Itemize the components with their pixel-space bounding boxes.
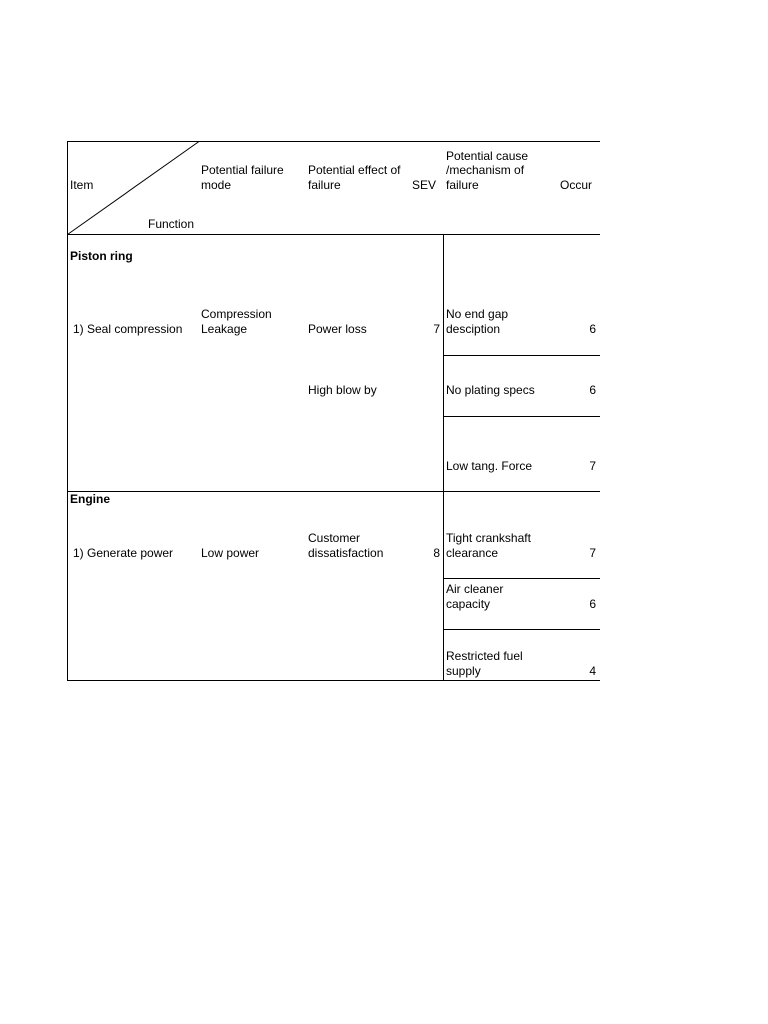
occur-value: 7 [589, 459, 596, 473]
failure-mode-line-2: Leakage [201, 322, 248, 336]
header-effect-line-1: Potential effect of [308, 163, 401, 177]
header-failure-mode-line-2: mode [201, 178, 232, 192]
header-failure-mode-line-1: Potential failure [201, 163, 284, 177]
failure-mode-line-1: Low power [201, 546, 260, 560]
header-item-label: Item [70, 178, 94, 192]
section-title-piston-ring: Piston ring [70, 249, 133, 263]
header-sev-label: SEV [412, 178, 437, 192]
cause-line-1: Restricted fuel [446, 649, 523, 663]
occur-value: 6 [589, 383, 596, 397]
cause-line-1: No end gap [446, 307, 509, 321]
cause-line-1: Tight crankshaft [446, 531, 531, 545]
cause-line-1: Air cleaner [446, 582, 504, 596]
section-title-engine: Engine [70, 492, 111, 506]
cause-line-2: desciption [446, 322, 501, 336]
occur-value: 6 [589, 597, 596, 611]
function-seal-compression: 1) Seal compression [73, 322, 183, 336]
effect-high-blow-by: High blow by [308, 383, 377, 397]
occur-value: 6 [589, 322, 596, 336]
effect-line-2: dissatisfaction [308, 546, 384, 560]
cause-line-1: Low tang. Force [446, 459, 533, 473]
effect-line-1: Customer [308, 531, 361, 545]
function-generate-power: 1) Generate power [73, 546, 174, 560]
occur-value: 4 [589, 664, 596, 678]
cause-line-1: No plating specs [446, 383, 535, 397]
sev-value: 8 [433, 546, 440, 560]
header-function-label: Function [148, 217, 195, 231]
failure-mode-line-1: Compression [201, 307, 272, 321]
cause-line-2: supply [446, 664, 481, 678]
header-occur-label: Occur [560, 178, 593, 192]
cause-line-2: clearance [446, 546, 499, 560]
header-cause-line-1: Potential cause [446, 149, 529, 163]
occur-value: 7 [589, 546, 596, 560]
cause-line-2: capacity [446, 597, 491, 611]
effect-power-loss: Power loss [308, 322, 367, 336]
header-effect-line-2: failure [308, 178, 341, 192]
sev-value: 7 [433, 322, 440, 336]
header-cause-line-2: /mechanism of [446, 163, 525, 177]
header-cause-line-3: failure [446, 178, 479, 192]
